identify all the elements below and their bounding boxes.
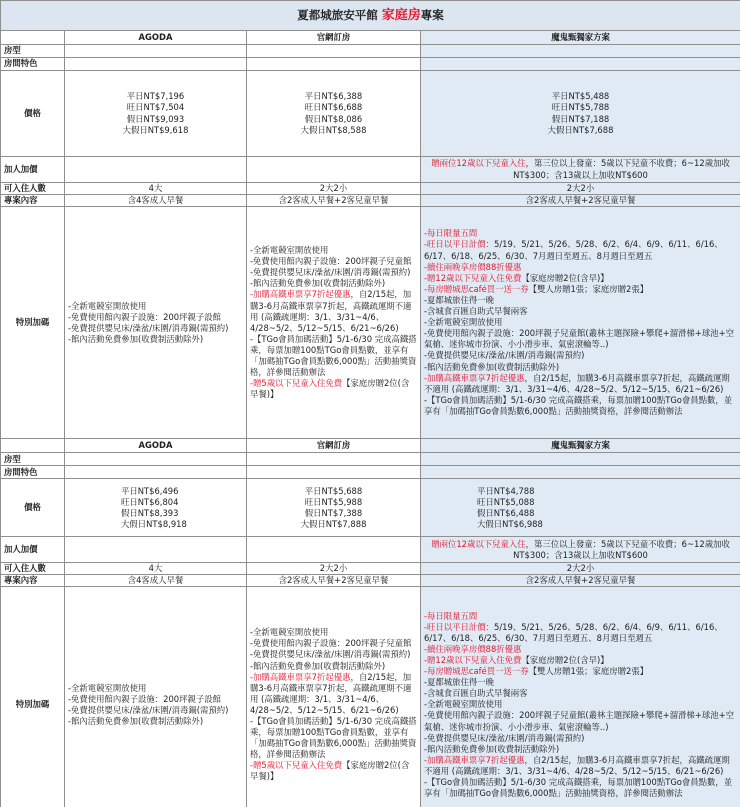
header-agoda: AGODA — [65, 439, 247, 453]
price-line: 平日NT$7,196 — [126, 91, 185, 102]
bonus-item — [424, 733, 737, 744]
bonus-item-text: -夏都城旅住得一晚 — [424, 677, 495, 688]
bonus-item-text: -全新電競室開放使用 — [424, 317, 503, 328]
bonus-item — [250, 267, 417, 278]
price-line: 大假日NT$6,988 — [477, 518, 543, 529]
price-line: 旺日NT$7,504 — [126, 102, 185, 113]
capacity-agoda: 4大 — [65, 563, 247, 575]
price-agoda — [65, 71, 247, 157]
bonus-item — [424, 688, 737, 699]
bonus-item-text: -免費提供嬰兒床/澡盆/床圍/消毒鍋(需預約) — [424, 350, 585, 361]
header-devil-exclusive: 魔鬼甄獨家方案 — [421, 439, 740, 453]
bonus-item — [250, 334, 417, 378]
bonus-item — [424, 699, 737, 710]
section-pricing-2 — [1, 439, 740, 807]
label-room-feature: 房間特色 — [1, 466, 65, 479]
cell-empty — [65, 537, 247, 563]
capacity-devil: 2大2小 — [421, 183, 740, 195]
label-extra-charge: 加人加價 — [1, 537, 65, 563]
bonus-item: -免費提供嬰兒床/澡盆/床圍/消毒鍋(需預約) — [68, 322, 229, 333]
special-agoda — [65, 587, 247, 807]
label-special-bonus: 特別加碼 — [1, 207, 65, 439]
price-agoda — [65, 479, 247, 537]
bonus-item-text: -贈12歲以下兒童入住免費 — [424, 654, 522, 665]
bonus-item — [424, 655, 737, 666]
bonus-item-text: -免費使用館內親子設施：200坪親子兒童館 — [250, 638, 412, 649]
price-line: 平日NT$6,388 — [304, 91, 363, 102]
bonus-item-text: -【TGo會員加碼活動】5/1-6/30 完成高鐵搭乘，每票加贈100點TGo會員點數，並享有「加碼抽TGo會員點數6,000點」活動抽獎資格，詳參閱活動辦法 — [250, 715, 417, 760]
extra-charge-rest: ，第三位以上發童：5歲以下兒童不收費；6~12歲加收NT$300；含13歲以上加收NT$600 — [513, 158, 730, 180]
bonus-item: -館內活動免費參加(收費制活動除外) — [68, 333, 204, 344]
bonus-item — [424, 284, 737, 295]
price-line: 旺日NT$5,088 — [477, 496, 535, 507]
bonus-item-text: -贈5歲以下兒童入住免費 — [250, 760, 343, 771]
page-title — [1, 1, 740, 31]
header-official: 官網訂房 — [247, 31, 421, 45]
price-line: 平日NT$4,788 — [477, 485, 535, 496]
bonus-item-text: -全新電競室開放使用 — [424, 699, 503, 710]
label-content: 專案內容 — [1, 575, 65, 587]
content-agoda: 含4客成人早餐 — [65, 575, 247, 587]
price-line: 假日NT$8,086 — [304, 113, 363, 124]
price-line: 大假日NT$7,688 — [547, 124, 614, 135]
bonus-item: -全新電競室開放使用 — [68, 300, 147, 311]
price-line: 假日NT$7,388 — [304, 507, 363, 518]
price-line: 假日NT$9,093 — [126, 113, 185, 124]
title-suffix: 專案 — [420, 7, 444, 22]
bonus-item-text: -館內活動免費參加(收費制活動除外) — [424, 743, 560, 754]
label-content: 專案內容 — [1, 195, 65, 207]
price-devil — [421, 71, 740, 157]
bonus-item — [424, 328, 737, 350]
bonus-item — [250, 760, 417, 782]
price-line: 旺日NT$6,804 — [121, 496, 179, 507]
bonus-item: -免費使用館內親子設施：200坪親子設館 — [68, 311, 222, 322]
bonus-item-text: -續住兩晚享房價88折優惠 — [424, 643, 522, 654]
bonus-item-detail: 【家庭房贈2位(含早)】 — [521, 272, 609, 283]
price-line: 假日NT$6,488 — [477, 507, 535, 518]
extra-charge-highlight: 贈兩位12歲以下兒童入住 — [431, 158, 526, 169]
content-official: 含2客成人早餐+2客兒童早餐 — [247, 575, 421, 587]
bonus-item-detail: 【雙人房贈1張；家庭房贈2張】 — [528, 666, 649, 677]
price-line: 旺日NT$6,688 — [304, 102, 363, 113]
special-official — [247, 587, 421, 807]
bonus-item — [424, 273, 737, 284]
bonus-item-text: -每日限量五間 — [424, 610, 478, 621]
label-price: 價格 — [1, 71, 65, 157]
bonus-item-detail: 5/19、5/21、5/26、5/28、6/2、6/4、6/9、6/11、6/16、6/17、6/18、6/25、6/30、7月週日至週五、8月週日至週五 — [424, 621, 723, 643]
bonus-item-text: -館內活動免費參加(收費制活動除外) — [250, 660, 386, 671]
content-official: 含2客成人早餐+2客兒童早餐 — [247, 195, 421, 207]
label-special-bonus: 特別加碼 — [1, 587, 65, 807]
title-highlight: 家庭房 — [381, 7, 421, 23]
bonus-item-text: -【TGo會員加碼活動】5/1-6/30 完成高鐵搭乘，每票加贈100點TGo會員點數，並享有「加碼抽TGo會員點數6,000點」活動抽獎資格，詳參閱活動辦法 — [250, 333, 417, 378]
bonus-item-text: -每房贈城思café買一送一券 — [424, 283, 529, 294]
bonus-item-detail: ，自2/15起，加購3-6月高鐵車票享7折起，高鐵疏運期不適用 (高鐵疏運期：3/1、3/31~4/6、4/28~5/2、5/12~5/15、6/21~6/26) — [424, 372, 730, 394]
bonus-item — [250, 716, 417, 760]
header-official: 官網訂房 — [247, 439, 421, 453]
bonus-item — [424, 317, 737, 328]
bonus-item-text: -贈12歲以下兒童入住免費 — [424, 272, 522, 283]
header-empty — [1, 439, 65, 453]
special-devil — [421, 587, 740, 807]
bonus-item — [424, 362, 737, 373]
bonus-item-text: -全新電競室開放使用 — [250, 245, 329, 256]
bonus-item — [424, 262, 737, 273]
price-devil — [421, 479, 740, 537]
special-official — [247, 207, 421, 439]
label-room-type: 房型 — [1, 453, 65, 466]
title-prefix: 夏都城旅安平館 — [297, 7, 378, 22]
bonus-item-detail: ，自2/15起，加購3-6月高鐵車票享7折起，高鐵疏運期不適用 (高鐵疏運期：3/1、3/31~4/6、4/28~5/2、5/12~5/15、6/21~6/26) — [424, 754, 730, 776]
header-agoda: AGODA — [65, 31, 247, 45]
bonus-item — [250, 378, 417, 400]
bonus-item — [424, 373, 737, 395]
price-official — [247, 71, 421, 157]
price-line: 平日NT$5,488 — [551, 91, 610, 102]
bonus-item-text: -含城食百匯自助式早餐兩客 — [424, 306, 528, 317]
bonus-item — [424, 228, 737, 239]
price-line: 旺日NT$5,988 — [304, 496, 363, 507]
price-line: 假日NT$8,393 — [121, 507, 179, 518]
capacity-agoda: 4大 — [65, 183, 247, 195]
bonus-item-detail: ，自2/15起，加購3-6月高鐵車票享7折起，高鐵疏運期不適用 (高鐵疏運期：3/1、3/31~4/6、4/28~5/2、5/12~5/15、6/21~6/26) — [250, 289, 412, 333]
special-agoda — [65, 207, 247, 439]
header-devil-exclusive: 魔鬼甄獨家方案 — [421, 31, 740, 45]
bonus-item-text: -免費使用館內親子設施：200坪親子兒童館(叢林主題探險+攀爬+溜滑梯+球池+空氣槍、迷你城市扮演、小小滑步車、氣密滾輪等..) — [424, 710, 734, 732]
cell-empty — [65, 157, 247, 183]
bonus-item-text: -加購高鐵車票享7折起優惠 — [424, 754, 525, 765]
bonus-item — [424, 677, 737, 688]
label-room-type: 房型 — [1, 45, 65, 58]
bonus-item — [424, 395, 737, 417]
label-room-feature: 房間特色 — [1, 58, 65, 71]
bonus-item — [424, 710, 737, 732]
bonus-item — [424, 666, 737, 677]
cell-empty — [247, 58, 421, 71]
bonus-item — [424, 295, 737, 306]
bonus-item: -全新電競室開放使用 — [68, 682, 147, 693]
bonus-item-detail: ，自2/15起，加購3-6月高鐵車票享7折起，高鐵疏運期不適用 (高鐵疏運期：3/1、3/31~4/6、4/28~5/2、5/12~5/15、6/21~6/26) — [250, 671, 412, 715]
bonus-item — [424, 755, 737, 777]
bonus-item — [250, 627, 417, 638]
label-price: 價格 — [1, 479, 65, 537]
bonus-item-text: -旺日以平日計價： — [424, 239, 495, 250]
bonus-item — [250, 245, 417, 256]
content-agoda: 含4客成人早餐 — [65, 195, 247, 207]
bonus-item-detail: 【家庭房贈2位(含早餐)】 — [250, 760, 410, 782]
cell-empty — [421, 466, 740, 479]
cell-empty — [247, 537, 421, 563]
bonus-item-text: -每房贈城思café買一送一券 — [424, 666, 529, 677]
extra-charge-note — [421, 537, 740, 563]
bonus-item: -免費使用館內親子設施：200坪親子設館 — [68, 693, 222, 704]
price-line: 大假日NT$7,888 — [300, 518, 367, 529]
bonus-item: -館內活動免費參加(收費制活動除外) — [68, 715, 204, 726]
bonus-item-text: -加購高鐵車票享7折起優惠 — [424, 372, 525, 383]
bonus-item — [424, 611, 737, 622]
bonus-item — [250, 289, 417, 333]
cell-empty — [247, 466, 421, 479]
bonus-item — [424, 350, 737, 361]
price-line: 大假日NT$9,618 — [122, 124, 189, 135]
bonus-item-text: -免費提供嬰兒床/澡盆/床圍/消毒鍋(需預約) — [250, 649, 411, 660]
bonus-item-text: -館內活動免費參加(收費制活動除外) — [424, 361, 560, 372]
label-extra-charge: 加人加價 — [1, 157, 65, 183]
extra-charge-rest: ，第三位以上發童：5歲以下兒童不收費；6~12歲加收NT$300；含13歲以上加收NT$600 — [513, 538, 730, 560]
price-line: 假日NT$7,188 — [551, 113, 610, 124]
cell-empty — [247, 453, 421, 466]
bonus-item-text: -免費提供嬰兒床/澡盆/床圍/消毒鍋(需預約) — [424, 732, 585, 743]
header-empty — [1, 31, 65, 45]
cell-empty — [65, 58, 247, 71]
bonus-item-text: -加購高鐵車票享7折起優惠 — [250, 671, 351, 682]
bonus-item — [424, 777, 737, 799]
bonus-item — [424, 622, 737, 644]
bonus-item-text: -旺日以平日計價： — [424, 621, 495, 632]
bonus-item-text: -免費提供嬰兒床/澡盆/床圍/消毒鍋(需預約) — [250, 267, 411, 278]
bonus-item-text: -夏都城旅住得一晚 — [424, 294, 495, 305]
capacity-devil: 2大2小 — [421, 563, 740, 575]
cell-empty — [247, 157, 421, 183]
bonus-item-detail: 5/19、5/21、5/26、5/28、6/2、6/4、6/9、6/11、6/16、6/17、6/18、6/25、6/30、7月週日至週五、8月週日至週五 — [424, 239, 723, 261]
bonus-item — [424, 239, 737, 261]
section-pricing-1 — [1, 31, 740, 439]
bonus-item — [250, 661, 417, 672]
bonus-item-text: -免費使用館內親子設施：200坪親子兒童館(叢林主題探險+攀爬+溜滑梯+球池+空氣槍、迷你城市扮演、小小滑步車、氣密滾輪等..) — [424, 328, 734, 350]
extra-charge-note — [421, 157, 740, 183]
content-devil: 含2客成人早餐+2客兒童早餐 — [421, 195, 740, 207]
bonus-item — [424, 744, 737, 755]
capacity-official: 2大2小 — [247, 183, 421, 195]
bonus-item — [250, 256, 417, 267]
bonus-item-text: -續住兩晚享房價88折優惠 — [424, 261, 522, 272]
label-capacity: 可入住人數 — [1, 183, 65, 195]
cell-empty — [65, 45, 247, 58]
cell-empty — [65, 466, 247, 479]
bonus-item — [250, 649, 417, 660]
price-line: 平日NT$6,496 — [121, 485, 179, 496]
cell-empty — [421, 453, 740, 466]
cell-empty — [65, 453, 247, 466]
bonus-item — [424, 644, 737, 655]
bonus-item-text: -館內活動免費參加(收費制活動除外) — [250, 278, 386, 289]
bonus-item-text: -免費使用館內親子設施：200坪親子兒童館 — [250, 256, 412, 267]
bonus-item-text: -每日限量五間 — [424, 228, 478, 239]
bonus-item — [250, 638, 417, 649]
cell-empty — [421, 58, 740, 71]
extra-charge-highlight: 贈兩位12歲以下兒童入住 — [431, 538, 526, 549]
price-official — [247, 479, 421, 537]
bonus-item-text: -【TGo會員加碼活動】5/1-6/30 完成高鐵搭乘，每票加贈100點TGo會員點數，並享有「加碼抽TGo會員點數6,000點」活動抽獎資格，詳參閱活動辦法 — [424, 394, 733, 416]
bonus-item-text: -贈5歲以下兒童入住免費 — [250, 378, 343, 389]
cell-empty — [247, 45, 421, 58]
bonus-item — [424, 306, 737, 317]
cell-empty — [421, 45, 740, 58]
special-devil — [421, 207, 740, 439]
label-capacity: 可入住人數 — [1, 563, 65, 575]
price-line: 大假日NT$8,918 — [121, 518, 187, 529]
bonus-item: -免費提供嬰兒床/澡盆/床圍/消毒鍋(需預約) — [68, 704, 229, 715]
bonus-item-text: -加購高鐵車票享7折起優惠 — [250, 289, 351, 300]
price-line: 平日NT$5,688 — [304, 485, 363, 496]
bonus-item — [250, 278, 417, 289]
bonus-item-detail: 【家庭房贈2位(含早餐)】 — [250, 378, 410, 400]
bonus-item-text: -含城食百匯自助式早餐兩客 — [424, 688, 528, 699]
bonus-item-text: -全新電競室開放使用 — [250, 627, 329, 638]
price-line: 旺日NT$5,788 — [551, 102, 610, 113]
bonus-item-text: -【TGo會員加碼活動】5/1-6/30 完成高鐵搭乘，每票加贈100點TGo會員點數，並享有「加碼抽TGo會員點數6,000點」活動抽獎資格，詳參閱活動辦法 — [424, 776, 733, 799]
bonus-item-detail: 【雙人房贈1張；家庭房贈2張】 — [528, 283, 649, 294]
price-line: 大假日NT$8,588 — [300, 124, 367, 135]
bonus-item — [250, 672, 417, 716]
capacity-official: 2大2小 — [247, 563, 421, 575]
content-devil: 含2客成人早餐+2客兒童早餐 — [421, 575, 740, 587]
bonus-item-detail: 【家庭房贈2位(含早)】 — [521, 654, 609, 665]
